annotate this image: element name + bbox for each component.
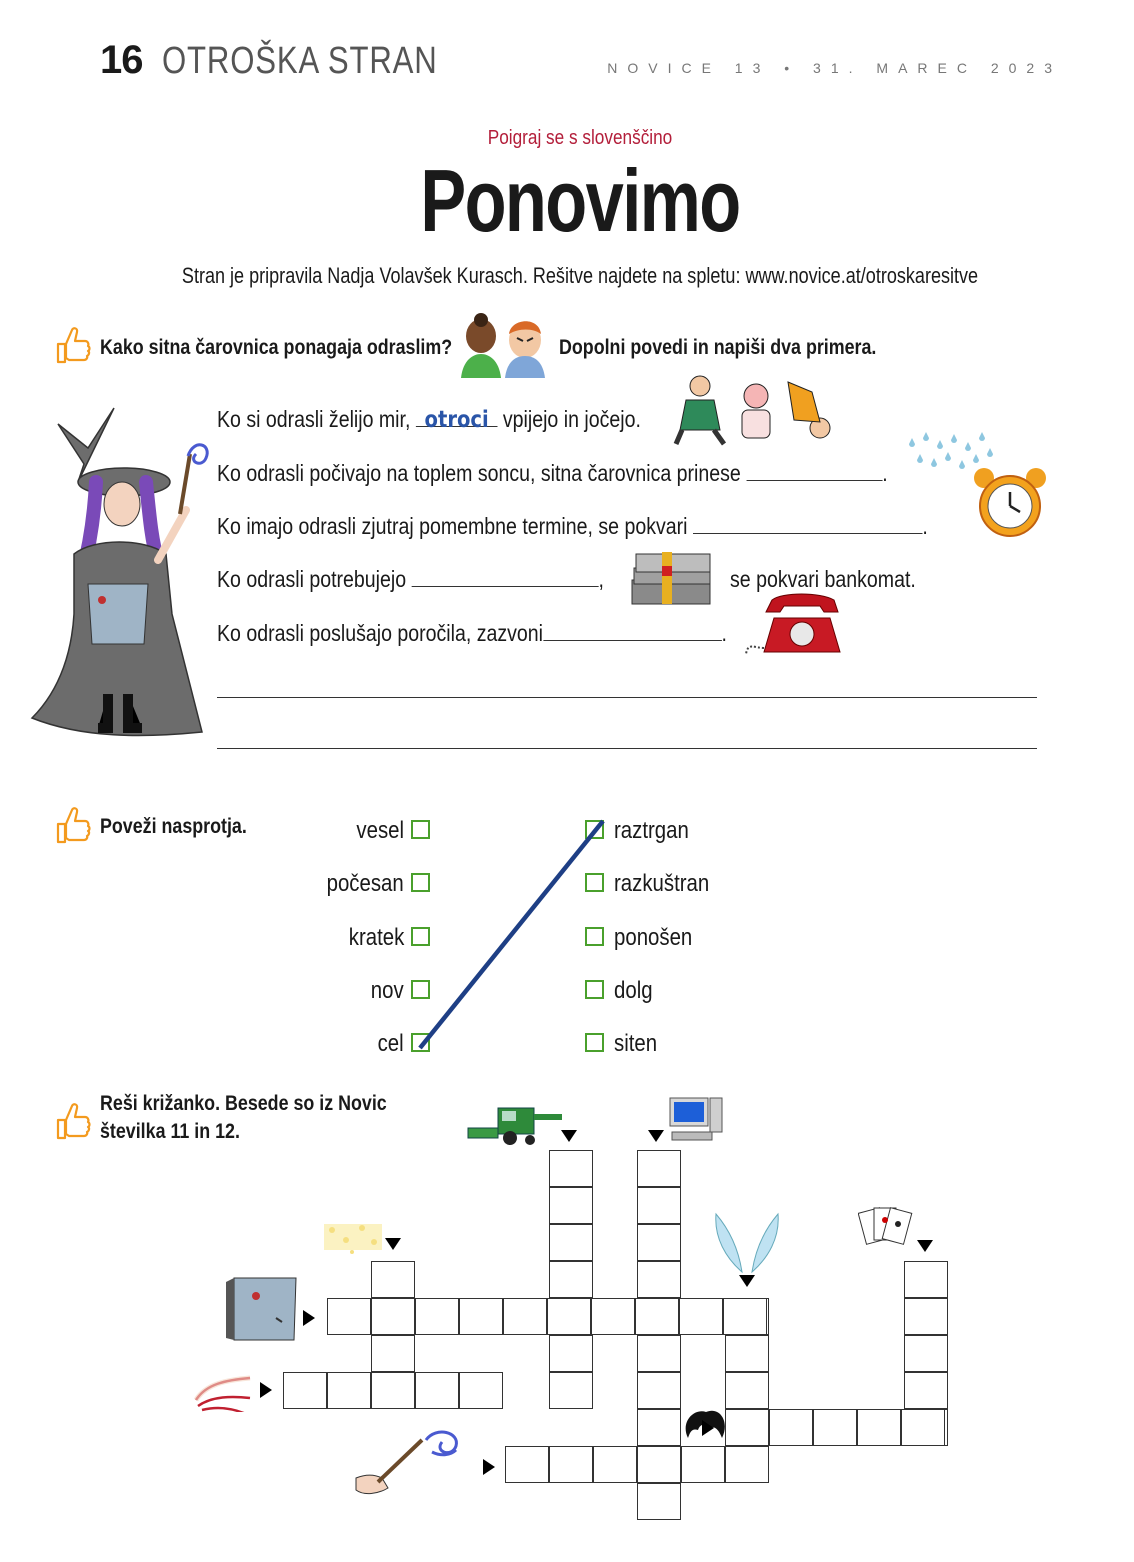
clue-arrow [648,1130,664,1142]
crossword-cell[interactable] [637,1224,681,1261]
answer-blank-4[interactable] [412,566,599,587]
crossword-cell[interactable] [681,1446,725,1483]
crossword-cell[interactable] [637,1187,681,1224]
crossword-cell[interactable] [637,1335,681,1372]
sentence-4-tail: se pokvari bankomat. [730,566,916,592]
crossword-cell[interactable] [723,1298,767,1335]
article-kicker: Poigraj se s slovenščino [487,127,673,149]
article-title: Ponovimo [420,151,740,250]
clue-arrow [702,1420,714,1436]
crossword-cell[interactable] [549,1372,593,1409]
match-right-word: dolg [614,977,653,1004]
match-left-checkbox[interactable] [411,1033,430,1052]
crossword-cell[interactable] [549,1150,593,1187]
thumbs-up-icon [54,1098,92,1142]
match-right-word: siten [614,1030,658,1057]
crossword-cell[interactable] [371,1372,415,1409]
crossword-cell[interactable] [549,1224,593,1261]
match-right-checkbox[interactable] [585,980,604,999]
crossword-cell[interactable] [679,1298,723,1335]
crossword-cell[interactable] [593,1446,637,1483]
task2-instruction: Poveži nasprotja. [100,815,247,838]
page-number: 16 [100,38,143,82]
crossword-cell[interactable] [549,1446,593,1483]
match-left-word: cel [377,1030,404,1057]
computer-icon [666,1094,726,1144]
write-line-2[interactable] [217,748,1037,749]
crossword-cell[interactable] [637,1261,681,1298]
sentence-3: Ko imajo odrasli zjutraj pomembne termine, se pokvari . [217,513,928,539]
crossword-cell[interactable] [725,1446,769,1483]
crossword-cell[interactable] [904,1335,948,1372]
crossword-cell[interactable] [857,1409,901,1446]
write-line-1[interactable] [217,697,1037,698]
answer-blank-2[interactable] [746,460,882,481]
cards-icon [858,1202,918,1254]
match-left-word: vesel [356,817,404,844]
fingernails-icon [194,1370,256,1412]
crossword-cell[interactable] [371,1298,415,1335]
match-right-checkbox[interactable] [585,873,604,892]
crossword-cell[interactable] [327,1298,371,1335]
match-right-checkbox[interactable] [585,927,604,946]
crossword-cell[interactable] [549,1187,593,1224]
crossword-cell[interactable] [904,1372,948,1409]
crossword-cell[interactable] [371,1261,415,1298]
crossword-cell[interactable] [283,1372,327,1409]
apron-icon [226,1274,298,1342]
task3-instruction-line2: številka 11 in 12. [100,1120,240,1143]
match-right-word: raztrgan [614,817,689,844]
match-left-word: nov [371,977,404,1004]
crossword-cell[interactable] [813,1409,857,1446]
crossword-cell[interactable] [904,1261,948,1298]
crossword-cell[interactable] [415,1298,459,1335]
clue-arrow [303,1310,315,1326]
crossword-cell[interactable] [505,1446,549,1483]
clue-arrow [561,1130,577,1142]
clue-arrow [739,1275,755,1287]
harvester-icon [464,1102,564,1146]
clue-arrow [260,1382,272,1398]
sentence-4: Ko odrasli potrebujejo , [217,566,604,592]
match-line [420,821,603,1048]
crossword-cell[interactable] [415,1372,459,1409]
crossword-cell[interactable] [459,1298,503,1335]
section-title: OTROŠKA STRAN [162,40,438,82]
answer-text: otroci [424,407,489,433]
wand-icon [352,1428,464,1504]
thumbs-up-icon [54,802,92,846]
match-right-word: razkuštran [614,870,710,897]
crossword-cell[interactable] [904,1298,948,1335]
witch-icon [18,404,218,740]
telephone-icon [742,592,844,658]
crying-kids-icon [672,374,842,446]
wings-icon [712,1210,782,1276]
sun-icon [322,1220,384,1258]
alarm-clock-icon [970,466,1050,540]
task1-instruction: Dopolni povedi in napiši dva primera. [559,336,877,359]
match-left-word: kratek [348,924,404,951]
crossword-cell[interactable] [459,1372,503,1409]
crossword-cell[interactable] [327,1372,371,1409]
answer-blank-1[interactable] [416,406,498,433]
crossword-cell[interactable] [637,1150,681,1187]
task1-question: Kako sitna čarovnica ponagaja odraslim? [100,336,453,359]
sentence-1: Ko si odrasli želijo mir, otroci vpijejo in jočejo. [217,406,641,433]
answer-blank-5[interactable] [543,620,722,641]
crossword-cell[interactable] [549,1261,593,1298]
crossword-cell[interactable] [591,1298,635,1335]
match-right-word: ponošen [614,924,693,951]
crossword-cell[interactable] [901,1409,945,1446]
answer-blank-3[interactable] [693,513,923,534]
crossword-cell[interactable] [725,1372,769,1409]
crossword-cell[interactable] [547,1298,591,1335]
sentence-5: Ko odrasli poslušajo poročila, zazvoni . [217,620,727,646]
crossword-cell[interactable] [637,1483,681,1520]
clue-arrow [385,1238,401,1250]
match-right-checkbox[interactable] [585,1033,604,1052]
sentence-2: Ko odrasli počivajo na toplem soncu, sitna čarovnica prinese . [217,460,888,486]
crossword-cell[interactable] [725,1335,769,1372]
money-icon [630,546,714,610]
thumbs-up-icon [54,322,92,366]
crossword-cell[interactable] [503,1298,547,1335]
clue-arrow [483,1459,495,1475]
match-left-checkbox[interactable] [411,820,430,839]
crossword-cell[interactable] [371,1335,415,1372]
crossword-cell[interactable] [637,1372,681,1409]
match-right-checkbox[interactable] [585,820,604,839]
match-left-checkbox[interactable] [411,927,430,946]
crossword-cell[interactable] [637,1446,681,1483]
crossword-cell[interactable] [769,1409,813,1446]
match-left-checkbox[interactable] [411,980,430,999]
crossword-cell[interactable] [725,1409,769,1446]
children-icon [455,312,555,378]
clue-arrow [917,1240,933,1252]
match-left-checkbox[interactable] [411,873,430,892]
crossword-cell[interactable] [635,1298,679,1335]
crossword-cell[interactable] [637,1409,681,1446]
issue-info: NOVICE 13 • 31. MAREC 2023 [607,60,1062,76]
match-left-word: počesan [326,870,404,897]
article-credit: Stran je pripravila Nadja Volavšek Kurasch. Rešitve najdete na spletu: www.novice.at/otroskaresitve [181,263,979,288]
task3-instruction-line1: Reši križanko. Besede so iz Novic [100,1092,387,1115]
crossword-cell[interactable] [549,1335,593,1372]
